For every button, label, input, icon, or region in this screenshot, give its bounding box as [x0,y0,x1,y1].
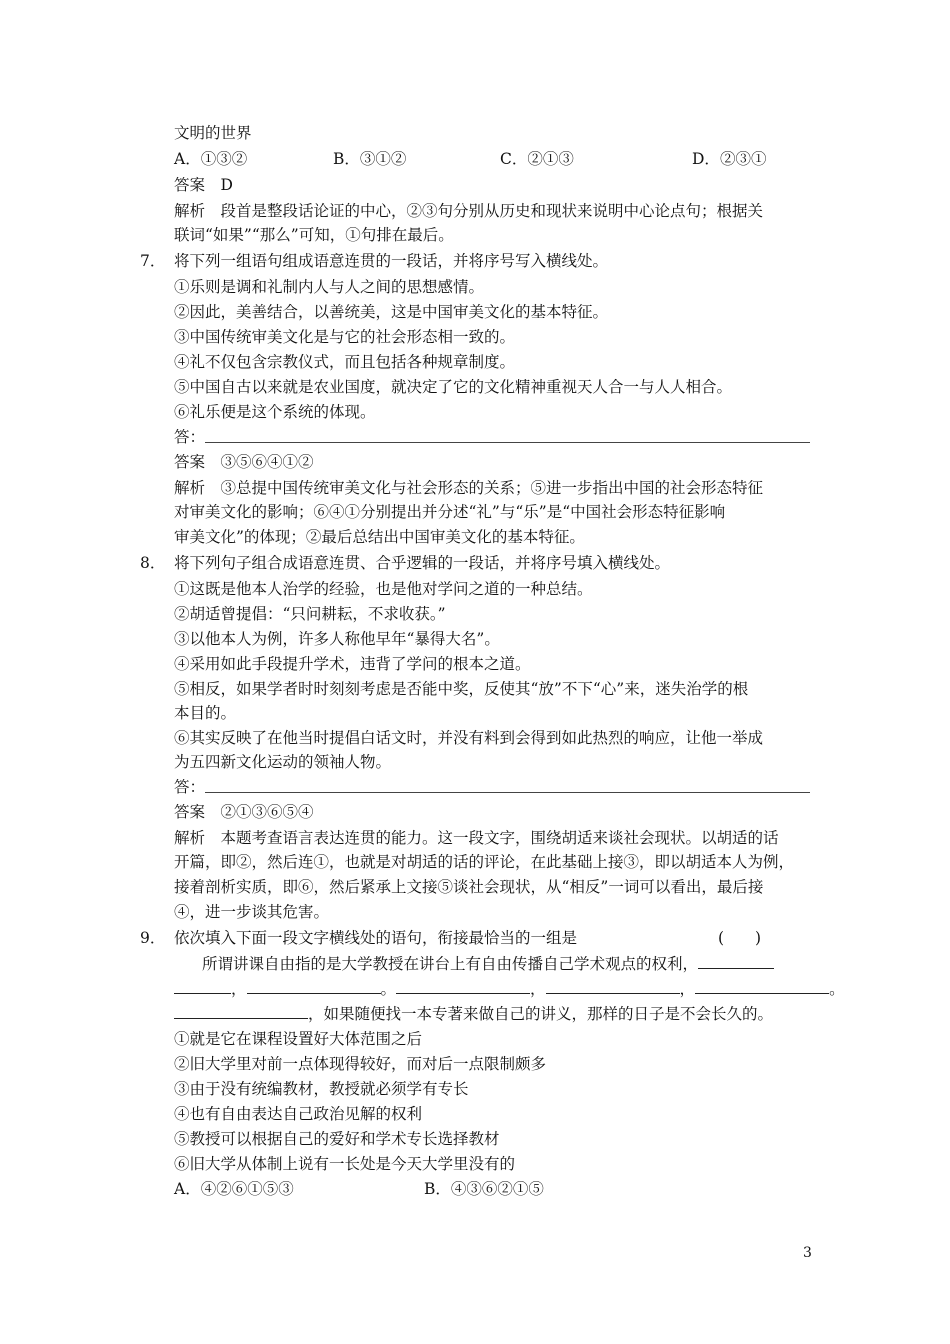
q8-stem: 将下列句子组合成语意连贯、合乎逻辑的一段话，并将序号填入横线处。 [174,554,671,572]
q9-item: ⑤教授可以根据自己的爱好和学术专长选择教材 [174,1130,500,1148]
q7-analysis-line: 对审美文化的影响；⑥④①分别提出并分述“礼”与“乐”是“中国社会形态特征影响 [174,503,726,521]
q8-answer-prompt: 答： [174,778,206,796]
q9-option-b: B．④③⑥②①⑤ [424,1180,544,1198]
q9-item: ⑥旧大学从体制上说有一长处是今天大学里没有的 [174,1155,516,1173]
q6-option-d: D．②③① [692,150,767,168]
q9-passage-line: ， 。 ， ， 。 [174,977,845,1000]
q9-item: ①就是它在课程设置好大体范围之后 [174,1030,423,1048]
q8-item: ③以他本人为例，许多人称他早年“暴得大名”。 [174,630,500,648]
q7-item: ①乐则是调和礼制内人与人之间的思想感情。 [174,278,485,296]
q6-option-a: A．①③② [174,150,248,168]
q8-item: 本目的。 [174,704,237,722]
q7-number: 7． [140,252,166,270]
q8-item: ⑤相反，如果学者时时刻刻考虑是否能中奖，反使其“放”不下“心”来，迷失治学的根 [174,680,749,698]
q6-option-b: B．③①② [333,150,407,168]
q8-answer-line[interactable] [205,792,810,793]
q9-number: 9． [140,929,166,947]
q7-analysis-line: 审美文化”的体现；②最后总结出中国审美文化的基本特征。 [174,528,585,546]
q6-option-c: C．②①③ [500,150,574,168]
q9-item: ③由于没有统编教材，教授就必须学有专长 [174,1080,469,1098]
q7-item: ②因此，美善结合，以善统美，这是中国审美文化的基本特征。 [174,303,609,321]
q9-blank[interactable] [247,977,381,994]
q7-item: ⑤中国自古以来就是农业国度，就决定了它的文化精神重视天人合一与人人相合。 [174,378,733,396]
q8-analysis-line: 开篇，即②，然后连①，也就是对胡适的话的评论，在此基础上接③，即以胡适本人为例， [174,853,795,871]
q7-item: ④礼不仅包含宗教仪式，而且包括各种规章制度。 [174,353,516,371]
q8-item: ⑥其实反映了在他当时提倡白话文时，并没有料到会得到如此热烈的响应，让他一举成 [174,729,764,747]
q8-item: ①这既是他本人治学的经验，也是他对学问之道的一种总结。 [174,580,593,598]
q9-stem: 依次填入下面一段文字横线处的语句，衔接最恰当的一组是 [174,929,578,947]
q9-passage-line: ，如果随便找一本专著来做自己的讲义，那样的日子是不会长久的。 [174,1002,773,1025]
q9-blank[interactable] [695,977,829,994]
q7-answer-line[interactable] [205,442,810,443]
q7-answer-prompt: 答： [174,428,206,446]
q7-analysis-line: 解析 ③总提中国传统审美文化与社会形态的关系；⑤进一步指出中国的社会形态特征 [174,479,764,497]
q8-analysis-line: ④，进一步谈其危害。 [174,903,330,921]
q7-stem: 将下列一组语句组成语意连贯的一段话，并将序号写入横线处。 [174,252,609,270]
q7-item: ⑥礼乐便是这个系统的体现。 [174,403,376,421]
page-number: 3 [803,1245,812,1261]
q9-item: ④也有自由表达自己政治见解的权利 [174,1105,423,1123]
q7-item: ③中国传统审美文化是与它的社会形态相一致的。 [174,328,516,346]
q9-blank[interactable] [546,977,680,994]
q9-blank[interactable] [174,1002,308,1019]
q8-analysis-line: 接着剖析实质，即⑥，然后紧承上文接⑤谈社会现状，从“相反”一词可以看出，最后接 [174,878,764,896]
q6-answer: 答案 D [174,176,233,194]
q8-item: ④采用如此手段提升学术，违背了学问的根本之道。 [174,655,531,673]
q9-blank[interactable] [698,952,774,969]
q8-item: ②胡适曾提倡：“只问耕耘，不求收获。” [174,605,446,623]
q6-continuation: 文明的世界 [174,124,252,142]
q9-blank[interactable] [396,977,530,994]
q8-answer: 答案 ②①③⑥⑤④ [174,803,314,821]
q9-option-a: A．④②⑥①⑤③ [174,1180,294,1198]
q9-passage-line: 所谓讲课自由指的是大学教授在讲台上有自由传播自己学术观点的权利， [202,952,774,975]
q8-item: 为五四新文化运动的领袖人物。 [174,753,392,771]
q7-answer: 答案 ③⑤⑥④①② [174,453,314,471]
q9-blank[interactable] [174,977,231,994]
q8-number: 8． [140,554,166,572]
q8-analysis-line: 解析 本题考查语言表达连贯的能力。这一段文字，围绕胡适来谈社会现状。以胡适的话 [174,829,779,847]
q6-analysis-line: 解析 段首是整段话论证的中心，②③句分别从历史和现状来说明中心论点句；根据关 [174,202,764,220]
q9-item: ②旧大学里对前一点体现得较好，而对后一点限制颇多 [174,1055,547,1073]
q9-answer-bracket[interactable]: ( ) [718,929,762,947]
q6-analysis-line: 联词“如果”“那么”可知，①句排在最后。 [174,226,454,244]
